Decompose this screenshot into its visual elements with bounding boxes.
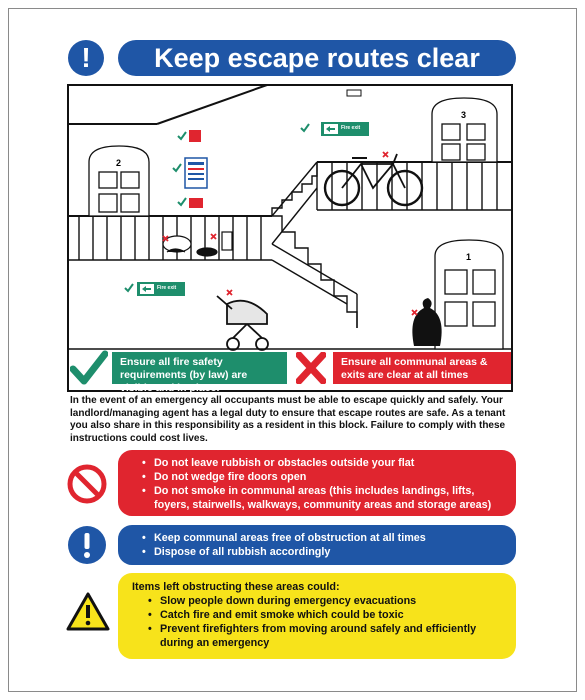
warning-item: • Catch fire and emit smoke which could be toxic [150,608,502,622]
svg-text:Fire exit: Fire exit [341,125,361,131]
check-mark-icon [70,350,108,386]
warning-box [118,573,516,659]
door-3-number: 3 [461,110,467,120]
prohibition-item: • Do not smoke in communal areas (this includes landings, lifts, foyers, stairwells, walkways, community areas and storage areas) [144,484,502,512]
warning-item: • Prevent firefighters from moving around safely and efficiently during an emergency [150,622,502,650]
prohibitions-box [118,450,516,516]
stairwell-illustration [67,84,513,392]
door-3 [432,98,497,162]
communal-areas-note: Ensure all communal areas & exits are clear at all times [333,352,511,384]
prohibition-item: • Do not leave rubbish or obstacles outside your flat [144,456,502,470]
warning-item: • Slow people down during emergency evacuations [150,594,502,608]
page-title: Keep escape routes clear [118,40,516,76]
exclamation-icon: ! [68,40,104,76]
prohibition-icon [66,463,108,505]
warning-icon [66,592,110,632]
mandatory-item: • Keep communal areas free of obstruction at all times [144,531,502,545]
fire-safety-note: Ensure all fire safety requirements (by law) are visible and in place! [112,352,287,384]
door-2-number: 2 [116,158,122,168]
mandatory-box [118,525,516,565]
door-1-number: 1 [466,252,472,262]
prohibition-item: • Do not wedge fire doors open [144,470,502,484]
warning-heading: Items left obstructing these areas could: [132,581,340,593]
smoke-detector [347,90,361,96]
mandatory-item: • Dispose of all rubbish accordingly [144,545,502,559]
intro-paragraph: In the event of an emergency all occupants must be able to escape quickly and safely. Your landlord/managing agent has a legal duty to ensure that escape routes are safe. As a tenant you also share in this responsibility as a resident in this block. Failure to comply with these instructions could cost lives. [70,395,506,444]
exclamation-icon [66,524,108,566]
door-2 [89,146,149,216]
svg-text:Fire exit: Fire exit [157,285,177,291]
cross-mark-icon [296,352,326,384]
